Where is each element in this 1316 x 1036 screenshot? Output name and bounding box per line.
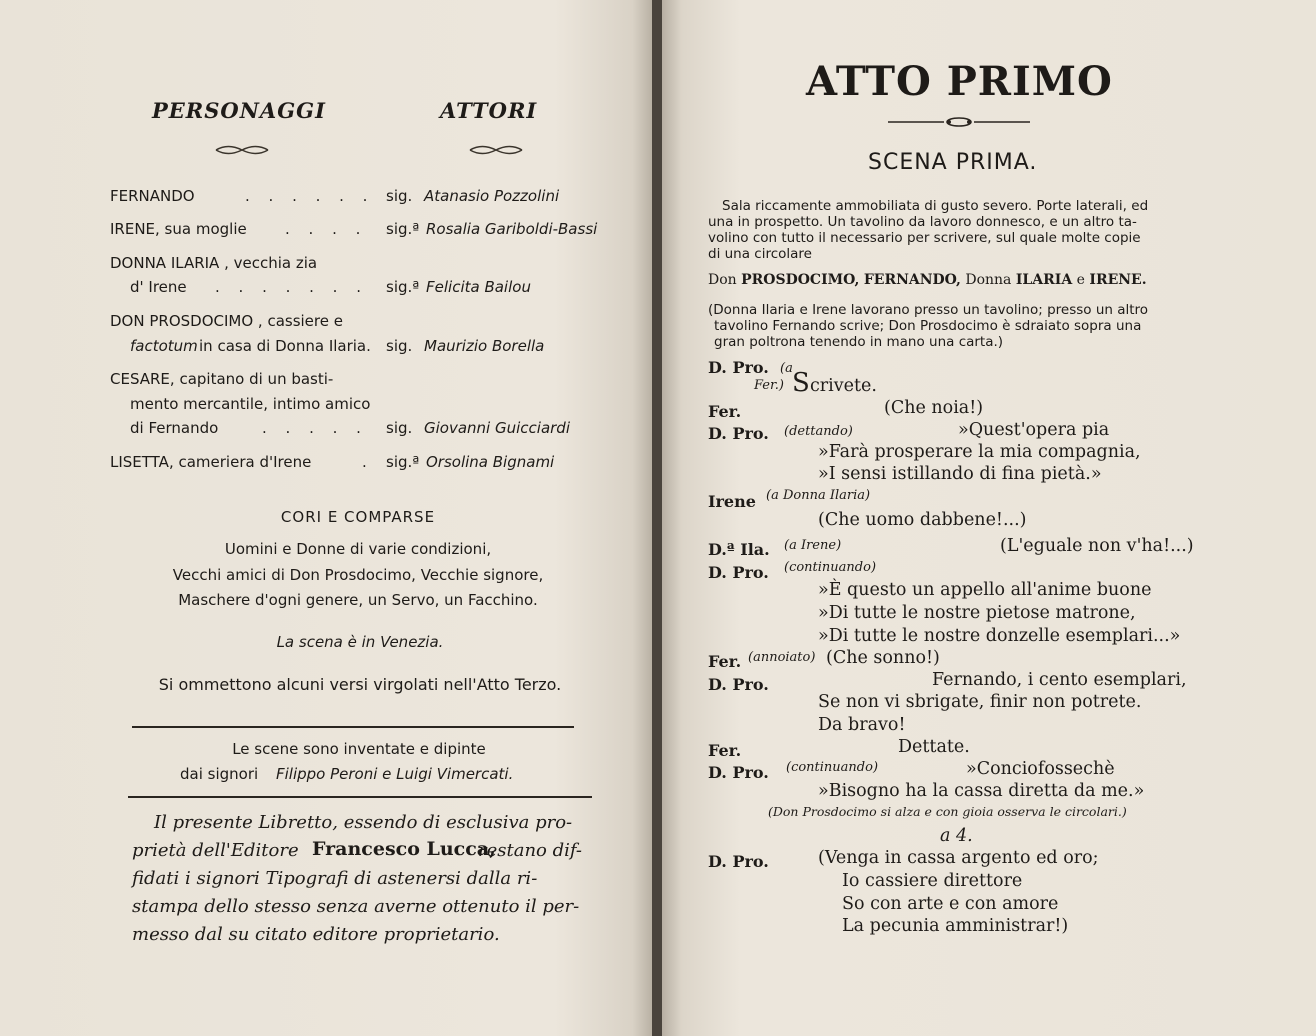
- character-name: IRENE.: [1089, 272, 1147, 288]
- verse: (Che uomo dabbene!...): [818, 510, 1027, 530]
- direction: Fer.): [754, 378, 784, 393]
- direction: (a Irene): [784, 538, 842, 553]
- cast-role: IRENE, sua moglie: [110, 220, 247, 238]
- verse: »Di tutte le nostre pietose matrone,: [818, 603, 1136, 623]
- cast-role: LISETTA, cameriera d'Irene: [110, 453, 312, 471]
- act-title: ATTO PRIMO: [806, 58, 1113, 105]
- ornament-right: [468, 143, 524, 161]
- cast-role-cont: mento mercantile, intimo amico: [130, 395, 371, 413]
- speaker: Irene: [708, 492, 756, 511]
- scene-setting: La scena è in Venezia.: [276, 633, 444, 651]
- cast-actor: Maurizio Borella: [424, 337, 545, 355]
- divider: [128, 796, 592, 798]
- speaker: D. Pro.: [708, 358, 769, 377]
- cast-actor-prefix: sig.: [386, 419, 413, 437]
- stage-set-line: di una circolare: [708, 246, 812, 262]
- verse: Se non vi sbrigate, finir non potrete.: [818, 692, 1142, 712]
- publisher-name: Francesco Lucca,: [312, 838, 496, 860]
- cast-actor-prefix: sig.: [386, 187, 413, 205]
- stage-direction-line: tavolino Fernando scrive; Don Prosdocimo è sdraiato sopra una: [714, 318, 1142, 334]
- gutter: [652, 0, 662, 1036]
- speaker: Fer.: [708, 652, 742, 671]
- verse: »Quest'opera pia: [958, 420, 1110, 440]
- speaker: Fer.: [708, 402, 742, 421]
- direction: (annoiato): [748, 650, 816, 665]
- right-page: [662, 0, 1316, 1036]
- character-name: FERNANDO,: [863, 272, 961, 288]
- cori-line: Vecchi amici di Don Prosdocimo, Vecchie signore,: [172, 566, 544, 584]
- notice-line: messo dal su citato editore proprietario.: [132, 924, 500, 945]
- verse: So con arte e con amore: [842, 894, 1059, 914]
- cori-line: Uomini e Donne di varie condizioni,: [224, 540, 492, 558]
- verse: (Che noia!): [884, 398, 984, 418]
- character-name: PROSDOCIMO,: [741, 272, 860, 288]
- characters-prefix: Don: [708, 272, 737, 288]
- cast-dots: .: [362, 453, 367, 471]
- characters-line: [708, 272, 1147, 288]
- verse: »Bisogno ha la cassa diretta da me.»: [818, 781, 1145, 801]
- stage-direction-line: gran poltrona tenendo in mano una carta.): [714, 334, 1004, 350]
- cori-line: Maschere d'ogni genere, un Servo, un Facchino.: [178, 591, 538, 609]
- header-attori: ATTORI: [440, 98, 538, 123]
- cast-actor-prefix: sig.ª: [386, 220, 420, 238]
- speaker: D. Pro.: [708, 675, 769, 694]
- verse: »Conciofossechè: [966, 759, 1115, 779]
- characters-prefix: Donna: [965, 272, 1012, 288]
- direction: (dettando): [784, 424, 853, 439]
- verse: »I sensi istillando di fina pietà.»: [818, 464, 1102, 484]
- verse: »Farà prosperare la mia compagnia,: [818, 442, 1141, 462]
- stage-set-line: una in prospetto. Un tavolino da lavoro donnesco, e un altro ta-: [708, 214, 1137, 230]
- verse: (L'eguale non v'ha!...): [1000, 536, 1194, 556]
- cast-actor-prefix: sig.: [386, 337, 413, 355]
- cast-actor: Rosalia Gariboldi-Bassi: [426, 220, 598, 238]
- cast-role: DON PROSDOCIMO , cassiere e: [110, 312, 343, 330]
- cast-dots: . . . . . . .: [215, 278, 368, 296]
- ornament-left: [214, 143, 270, 161]
- scenes-credit-prefix: dai signori: [180, 765, 259, 783]
- notice-line: stampa dello stesso senza averne ottenuto il per-: [132, 896, 580, 917]
- cast-dots: . . . . . .: [245, 187, 375, 205]
- verse: a 4.: [940, 826, 973, 846]
- cast-role-cont2: di Fernando: [130, 419, 219, 437]
- cast-role-cont: in casa di Donna Ilaria.: [199, 337, 371, 355]
- cast-actor: Giovanni Guicciardi: [424, 419, 570, 437]
- omissions-note: Si ommettono alcuni versi virgolati nell'Atto Terzo.: [158, 675, 562, 694]
- direction: (Don Prosdocimo si alza e con gioia osserva le circolari.): [768, 804, 1127, 819]
- verse: (Che sonno!): [826, 648, 940, 668]
- cast-dots: . . . . .: [262, 419, 368, 437]
- header-personaggi: PERSONAGGI: [152, 98, 326, 123]
- cast-actor: Felicita Bailou: [426, 278, 531, 296]
- direction: (continuando): [786, 760, 879, 775]
- cast-actor-prefix: sig.ª: [386, 278, 420, 296]
- character-name: ILARIA: [1015, 272, 1073, 288]
- verse: La pecunia amministrar!): [842, 916, 1069, 936]
- verse: »È questo un appello all'anime buone: [818, 580, 1152, 600]
- direction: (continuando): [784, 560, 877, 575]
- speaker: D.ª Ila.: [708, 540, 770, 559]
- notice-line: restano dif-: [478, 840, 582, 861]
- title-ornament: [888, 114, 1030, 133]
- verse: Fernando, i cento esemplari,: [932, 670, 1187, 690]
- speaker: D. Pro.: [708, 763, 769, 782]
- notice-line: prietà dell'Editore: [132, 840, 299, 861]
- stage-direction-line: (Donna Ilaria e Irene lavorano presso un tavolino; presso un altro: [708, 302, 1149, 318]
- notice-line: Il presente Libretto, essendo di esclusiva pro-: [154, 812, 573, 833]
- left-page: [0, 0, 652, 1036]
- scenes-credit-names: Filippo Peroni e Luigi Vimercati.: [276, 765, 514, 783]
- speaker: D. Pro.: [708, 424, 769, 443]
- characters-conj: e: [1076, 272, 1085, 288]
- speaker: D. Pro.: [708, 563, 769, 582]
- verse: Da bravo!: [818, 715, 906, 735]
- cast-actor-prefix: sig.ª: [386, 453, 420, 471]
- cast-role-cont-italic: factotum: [130, 337, 198, 355]
- cast-actor: Atanasio Pozzolini: [424, 187, 560, 205]
- speaker: D. Pro.: [708, 852, 769, 871]
- cast-role: CESARE, capitano di un basti-: [110, 370, 334, 388]
- stage-set-line: Sala riccamente ammobiliata di gusto severo. Porte laterali, ed: [722, 198, 1149, 214]
- verse: »Di tutte le nostre donzelle esemplari...»: [818, 626, 1181, 646]
- drop-letter: S: [792, 368, 810, 398]
- verse: crivete.: [810, 376, 877, 396]
- cast-role: DONNA ILARIA , vecchia zia: [110, 254, 318, 272]
- direction: (a: [780, 361, 793, 376]
- scenes-credit-line1: Le scene sono inventate e dipinte: [232, 740, 486, 758]
- cast-role-cont: d' Irene: [130, 278, 187, 296]
- verse: Dettate.: [898, 737, 970, 757]
- scene-title: SCENA PRIMA.: [868, 150, 1038, 175]
- speaker: Fer.: [708, 741, 742, 760]
- stage-set-line: volino con tutto il necessario per scrivere, sul quale molte copie: [708, 230, 1141, 246]
- cast-dots: . . . .: [285, 220, 368, 238]
- cast-actor: Orsolina Bignami: [426, 453, 555, 471]
- verse: Io cassiere direttore: [842, 871, 1023, 891]
- divider: [132, 726, 574, 728]
- direction: (a Donna Ilaria): [766, 488, 871, 503]
- cori-title: CORI E COMPARSE: [280, 508, 436, 526]
- verse: (Venga in cassa argento ed oro;: [818, 848, 1099, 868]
- notice-line: fidati i signori Tipografi di astenersi dalla ri-: [132, 868, 538, 889]
- cast-role: FERNANDO: [110, 187, 195, 205]
